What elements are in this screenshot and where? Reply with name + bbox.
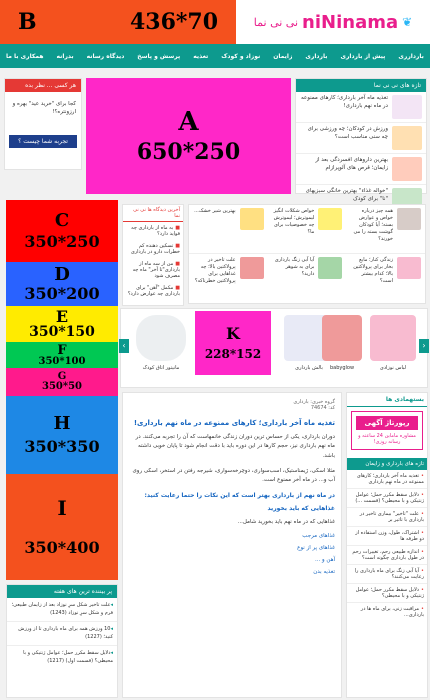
logo-butterfly-icon: ❦ — [402, 15, 413, 29]
carousel-item[interactable] — [317, 315, 367, 383]
news-thumb — [392, 157, 422, 181]
product-thumb — [397, 208, 421, 230]
ad-i-size: 350*400 — [24, 538, 100, 557]
sidebar-news-header: تازه های بارداری و زایمان — [347, 458, 427, 470]
ad-b-letter: B — [18, 9, 37, 35]
sidebar-item-text: آیا آبی زنگ برای ماه بارداری را رعایت می‌کنند؟ — [354, 568, 424, 580]
main-nav — [0, 44, 430, 68]
ad-c-size: 350*250 — [24, 232, 100, 251]
products-grid — [188, 204, 426, 304]
ad-a-size: 650*250 — [136, 139, 241, 165]
popular-box — [6, 584, 118, 698]
latest-comments-box — [122, 204, 184, 306]
article-list-item: غذاهای پر از نوع — [297, 545, 335, 552]
product-thumb — [318, 208, 342, 230]
sidebar-item-text: مراقبت زنی، برای ماه ها در بارداری... — [360, 606, 424, 618]
nav-item[interactable]: همکاری با ما — [6, 52, 44, 60]
ad-h-letter: H — [53, 413, 71, 434]
product-item[interactable] — [268, 254, 347, 303]
comment-text: مکمل "آهن" برای بارداری چه عوارض دارد؟ — [127, 285, 180, 297]
sidebar-bullet-icon: • — [421, 549, 424, 555]
poll-header: هر کسی ... نظر بده — [5, 79, 81, 92]
carousel-item[interactable] — [365, 315, 421, 383]
ad-banner-e[interactable] — [6, 306, 118, 342]
article-list-item: غذاهای مرجب — [302, 533, 335, 540]
ad-f-size: 350*100 — [38, 355, 86, 367]
sidebar-bullet-icon: • — [421, 530, 424, 536]
sidebar-bullet-icon: • — [421, 568, 424, 574]
ad-banner-h[interactable] — [6, 396, 118, 474]
sidebar-right — [346, 392, 428, 698]
nav-item[interactable]: پرسش و پاسخ — [137, 52, 181, 60]
sidebar-item[interactable] — [347, 565, 427, 584]
ad-banner-k[interactable] — [195, 311, 271, 375]
poll-box — [4, 78, 82, 170]
comment-text: تسکین دهنده کم خطرات دارو در بارداری — [130, 243, 180, 255]
product-carousel — [120, 308, 428, 388]
product-thumb — [240, 208, 264, 230]
sidebar-item[interactable] — [347, 584, 427, 603]
ad-banner-i[interactable] — [6, 474, 118, 580]
sidebar-item[interactable] — [347, 470, 427, 489]
news-title: تغذیه ماه آخر بارداری؛ کارهای ممنوعه در ماه نهم بارداری! — [301, 95, 388, 109]
comment-item[interactable] — [123, 222, 183, 240]
latest-news-header: تازه های نی نی نما — [296, 79, 426, 92]
carousel-label: مانیتور اتاق کودک — [142, 365, 180, 371]
ad-banner-f[interactable] — [6, 342, 118, 368]
news-title: بهترین داروهای افسردگی بعد از زایمان؛ قرص های آلوپرازام — [315, 157, 388, 171]
nav-item[interactable]: پیش از بارداری — [340, 52, 386, 60]
nav-item[interactable]: نوزاد و کودک — [221, 52, 261, 60]
sidebar-item[interactable] — [347, 489, 427, 508]
ad-d-letter: D — [54, 264, 70, 285]
ad-banner-b[interactable] — [0, 0, 236, 44]
article-code: کد: 74674 — [310, 405, 335, 411]
product-item[interactable] — [346, 254, 425, 303]
popular-item[interactable] — [7, 622, 117, 646]
sidebar-item-text: دلایل سقط مکرر حمل؛ عوامل ژنتیکی و با محیطی؟ — [355, 587, 424, 599]
sidebar-bullet-icon: • — [421, 606, 424, 612]
popular-bullet-icon: ◂ — [110, 626, 113, 632]
news-thumb — [392, 95, 422, 119]
popular-item-text: علت تاخیر شکل سرِ نوزاد بعد از زایمان طبیعی؛ فرم و شکل سرِ نوزاد (1243) — [11, 602, 113, 616]
sidebar-item-text: اشتراک، طول، وزن استفاده از دو طرفه ها — [355, 530, 424, 542]
product-title: خواص شکلات انگیز لیموترش؛ لیموترش چه خصوصیات برای ما؟ — [273, 208, 315, 235]
carousel-item[interactable] — [131, 315, 191, 383]
product-item[interactable] — [346, 205, 425, 254]
article-subheading: در ماه نهم از بارداری بهتر است که این نکات را حتما رعایت کنید: — [144, 491, 335, 499]
ad-a-letter: A — [178, 107, 199, 137]
ad-banner-c[interactable] — [6, 200, 118, 262]
popular-item[interactable] — [7, 598, 117, 622]
article-list-item: آهن و ... — [314, 557, 335, 564]
comment-bullet-icon: ■ — [175, 285, 180, 291]
ad-banner-d[interactable] — [6, 262, 118, 306]
product-title: همه چیز درباره خواص و عوارض بسته؛ آیا کودکان گوشت بسته را می خورند؟ — [353, 208, 393, 242]
product-title: آیا آبی زنگ بارداری برای به شوهر دارید؟ — [274, 257, 315, 277]
carousel-next-icon[interactable]: › — [419, 339, 429, 353]
product-title: علت تاخیر در پرولاکتین بالا؛ چه غذاهایی برای پرولاکتین خطرناکه؟ — [194, 257, 236, 284]
sidebar-bullet-icon: • — [421, 492, 424, 498]
product-thumb — [397, 257, 421, 279]
news-title: ورزش در کودکان؛ چه ورزشی برای چه سنی مناسب است؟ — [307, 126, 388, 140]
comment-item[interactable] — [123, 282, 183, 300]
ad-e-size: 350*150 — [29, 324, 95, 340]
sidebar-item-text: تغذیه ماه آخر بارداری؛ کارهای ممنوعه در ماه نهم بارداری — [356, 473, 424, 485]
ad-f-letter: F — [57, 342, 67, 358]
carousel-image — [136, 315, 186, 361]
sidebar-header: بستهمادی ها — [347, 393, 427, 407]
carousel-label: babyglow — [329, 365, 355, 371]
popular-item[interactable] — [7, 646, 117, 669]
comment-item[interactable] — [123, 258, 183, 282]
popular-bullet-icon: ◂ — [110, 650, 113, 656]
nav-item[interactable]: باردارری — [398, 52, 424, 60]
sidebar-item[interactable] — [347, 527, 427, 546]
comment-item[interactable] — [123, 240, 183, 258]
ad-banner-a[interactable] — [86, 78, 291, 194]
carousel-image — [322, 315, 362, 361]
popular-item-text: 10 ورزش همه برای ماه بارداری تا از ورزش کنید؛ (1227) — [18, 626, 113, 640]
ad-k-letter: K — [226, 324, 240, 343]
sidebar-item-text: اندازه طبیعی رحم، تغییرات رحم در طول بارداری چگونه است؟ — [352, 549, 424, 561]
article-paragraph: غذاهایی که در ماه نهم باید بخورید شامل... — [237, 518, 335, 525]
logo-persian: نی نی نما — [253, 15, 299, 29]
carousel-image — [370, 315, 416, 361]
news-item[interactable] — [296, 123, 426, 154]
popular-header: پر بیننده ترین های هفته — [7, 585, 117, 598]
comment-bullet-icon: ■ — [175, 243, 180, 249]
carousel-prev-icon[interactable]: ‹ — [119, 339, 129, 353]
comment-bullet-icon: ■ — [175, 261, 180, 267]
logo-text: niNinama — [302, 11, 399, 33]
article-category: گروه خبری: بارداری — [293, 399, 335, 405]
comment-text: به ماه از بارداری چه فواید دارد؟ — [131, 225, 180, 237]
product-item[interactable] — [189, 254, 268, 303]
ad-i-letter: I — [57, 496, 67, 520]
comments-header: آخرین دیدگاه ها نی نی نما — [123, 205, 183, 222]
poll-question: کجا برای "خرید عید" بهره و ارزونتره؟! — [12, 101, 76, 116]
article-meta — [129, 399, 335, 411]
product-item[interactable] — [268, 205, 347, 254]
nav-item[interactable]: بدرانه — [56, 52, 74, 60]
ad-b-size: 436*70 — [129, 9, 218, 35]
ad-k-size: 228*152 — [204, 347, 262, 361]
sidebar-item-text: علت "تاخیر" بیماری تاخیر در بارداری با تاثیر بر — [359, 511, 424, 523]
article — [122, 392, 342, 698]
carousel-label: لباس نوزادی — [379, 365, 407, 371]
ad-g-letter: G — [57, 371, 67, 382]
poll-link-button[interactable]: تجربه شما چیست ؟ — [9, 135, 77, 148]
product-item[interactable] — [189, 205, 268, 254]
comment-text: من از سه ماه از بارداری"تا آخر" ماه چه مصرف شود — [132, 261, 180, 279]
ad-banner-g[interactable] — [6, 368, 118, 396]
article-paragraph: دوران بارداری، یکی از حساس ترین دوران زندگی خانمهاست که آن را تجربه می‌کنند. در ماه نهم بارداری نیز، حجم کارها در این دوره باید با دقت انجام شود تا پایان خوبی داشته باشد. — [135, 434, 335, 459]
sidebar-bullet-icon: • — [421, 511, 424, 517]
latest-news-box — [295, 78, 427, 202]
product-title: بهترین شیر خشک... — [194, 208, 236, 214]
sidebar-item[interactable] — [347, 546, 427, 565]
article-paragraph: مثلا اسکی، ژیمناستیک، اسب‌سواری، دوچرخه‌سواری، شیرجه رفتن در استخر، اسکی روی آب و... در ماه آخر ممنوع است. — [132, 468, 335, 484]
ad-g-size: 350*50 — [41, 381, 83, 392]
sidebar-item[interactable] — [347, 508, 427, 527]
reportaj-title: رپورتاژ آگهی — [356, 416, 418, 430]
popular-item-text: دلایل سقط مکرر حمل؛ عوامل ژنتیکی و با محیطی؟ (قسمت اول) (1217) — [23, 650, 113, 664]
news-thumb — [392, 126, 422, 150]
nav-item[interactable]: تغذیه — [193, 52, 209, 60]
sidebar-bullet-icon: • — [421, 473, 424, 479]
comment-bullet-icon: ■ — [175, 225, 180, 231]
nav-item[interactable]: دیدگاه رسانه — [86, 52, 125, 60]
news-item[interactable] — [296, 92, 426, 123]
article-title: تغذیه ماه آخر بارداری؛ کارهای ممنوعه در ماه نهم بارداری! — [133, 419, 335, 427]
sidebar-item[interactable] — [347, 603, 427, 621]
site-logo[interactable] — [236, 0, 430, 44]
reportaj-box[interactable] — [351, 411, 423, 450]
ad-d-size: 350*200 — [24, 284, 100, 303]
product-title: زندگی کنار؛ مایع بخار برای پرولاکتین بالا؛ کدام بیشتر است؟ — [353, 257, 393, 284]
product-thumb — [318, 257, 342, 279]
article-list-item: تغذیه بدن — [313, 569, 335, 576]
nav-item[interactable]: زایمان — [273, 52, 293, 60]
ad-h-size: 350*350 — [24, 437, 100, 456]
news-title: "خواله غذاء" بهترین خانگی سبزیهای "نا" برای کودک — [305, 188, 388, 202]
sidebar-bullet-icon: • — [421, 587, 424, 593]
carousel-label: بالش بارداری — [295, 365, 323, 371]
reportaj-sub: مشاوره ماماین 24 ساعته و رسانه روزی! — [358, 433, 416, 445]
article-subheading: غذاهایی که باید بخورید — [267, 504, 335, 512]
ad-e-letter: E — [55, 307, 69, 326]
popular-bullet-icon: ◂ — [110, 602, 113, 608]
ad-c-letter: C — [54, 210, 70, 231]
news-item[interactable] — [296, 154, 426, 185]
product-thumb — [240, 257, 264, 279]
nav-item[interactable]: بارداری — [305, 52, 328, 60]
sidebar-item-text: دلایل سقط مکرر حمل؛ عوامل ژنتیکی و با محیطی؟ (قسمت ...) — [355, 492, 424, 504]
